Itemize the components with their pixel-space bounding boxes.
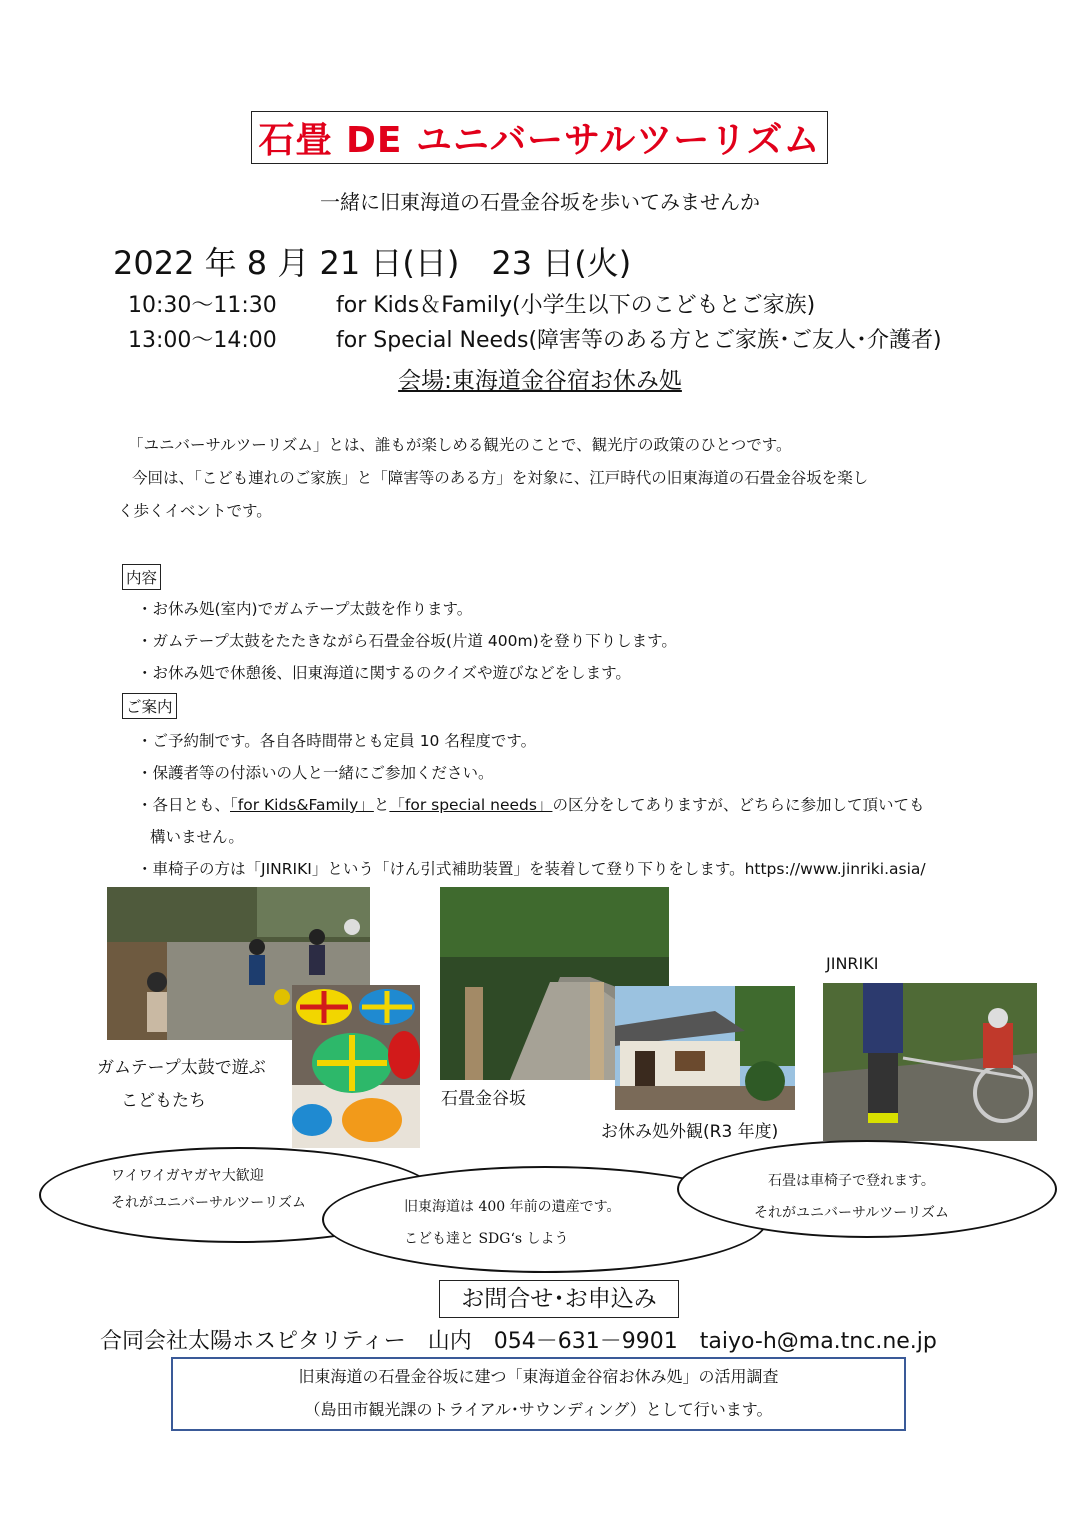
rest-caption: お休み処外観(R3 年度) [601, 1122, 779, 1142]
subtitle: 一緒に旧東海道の石畳金谷坂を歩いてみませんか [320, 190, 760, 214]
schedule-row [128, 323, 942, 354]
venue [0, 362, 1080, 395]
rest-house-photo [615, 986, 795, 1110]
guide-item [137, 793, 924, 815]
contact-heading: お問合せ･お申込み [439, 1280, 679, 1318]
guide-heading: ご案内 [122, 693, 177, 719]
guide-text: の区分をしてありますが、どちらに参加して頂いても [552, 796, 925, 814]
guide-item: ・ご予約制です。各自各時間帯とも定員 10 名程度です。 [137, 732, 537, 750]
venue-text: 会場:東海道金谷宿お休み処 [398, 368, 682, 394]
page-title: 石畳 DE ユニバーサルツーリズム [258, 120, 821, 161]
content-item: ・お休み処(室内)でガムテープ太鼓を作ります。 [137, 600, 473, 618]
title-box [251, 111, 828, 164]
jinriki-label: JINRIKI [826, 954, 879, 973]
jinriki-photo [823, 983, 1037, 1141]
intro-line: 今回は、「こども連れのご家族」と「障害等のある方」を対象に、江戸時代の旧東海道の石畳金谷坂を楽し [132, 469, 869, 487]
kids-family-label: 「for Kids&Family」 [230, 796, 374, 814]
schedule-row [128, 288, 815, 319]
bubble-middle-text: こども達と SDG‘s しよう [404, 1231, 569, 1247]
schedule-time: 13:00～14:00 [128, 328, 277, 353]
slope-caption: 石畳金谷坂 [441, 1089, 526, 1109]
content-item: ・お休み処で休憩後、旧東海道に関するのクイズや遊びなどをします。 [137, 664, 631, 682]
bubble-left-text: ワイワイガヤガヤ大歓迎 [111, 1168, 264, 1184]
tape-drums-photo [292, 985, 420, 1148]
guide-item-cont: 構いません。 [150, 828, 244, 846]
bubble-left-text: それがユニバーサルツーリズム [111, 1195, 307, 1211]
guide-text: ・各日とも、 [137, 796, 231, 814]
schedule-time: 10:30～11:30 [128, 293, 277, 318]
schedule-desc: for Special Needs(障害等のある方とご家族･ご友人･介護者) [336, 328, 942, 353]
kids-caption: ガムテープ太鼓で遊ぶ [97, 1058, 266, 1078]
note-line: （島田市観光課のトライアル･サウンディング）として行います。 [304, 1400, 773, 1419]
guide-item: ・車椅子の方は「JINRIKI」という「けん引式補助装置」を装着して登り下りをします。https://www.jinriki.asia/ [137, 860, 926, 878]
bubble-right-text: 石畳は車椅子で登れます。 [768, 1173, 935, 1189]
special-needs-label: 「for special needs」 [389, 796, 553, 814]
bubble-middle-text: 旧東海道は 400 年前の遺産です。 [404, 1199, 621, 1215]
guide-item: ・保護者等の付添いの人と一緒にご参加ください。 [137, 764, 494, 782]
content-item: ・ガムテープ太鼓をたたきながら石畳金谷坂(片道 400m)を登り下りします。 [137, 632, 677, 650]
contact-line: 合同会社太陽ホスピタリティー 山内 054－631－9901 taiyo-h@ma.tnc.ne.jp [100, 1329, 937, 1354]
bubble-right-text: それがユニバーサルツーリズム [754, 1205, 950, 1221]
schedule-desc: for Kids＆Family(小学生以下のこどもとご家族) [336, 293, 816, 318]
note-line: 旧東海道の石畳金谷坂に建つ「東海道金谷宿お休み処」の活用調査 [298, 1367, 779, 1386]
intro-line: く歩くイベントです。 [118, 502, 272, 520]
content-heading: 内容 [122, 564, 161, 590]
kids-caption: こどもたち [121, 1091, 206, 1111]
intro-line: 「ユニバーサルツーリズム」とは、誰もが楽しめる観光のことで、観光庁の政策のひとつです。 [128, 436, 792, 454]
event-date: 2022 年 8 月 21 日(日) 23 日(火) [113, 244, 632, 282]
guide-text: と [373, 796, 390, 814]
